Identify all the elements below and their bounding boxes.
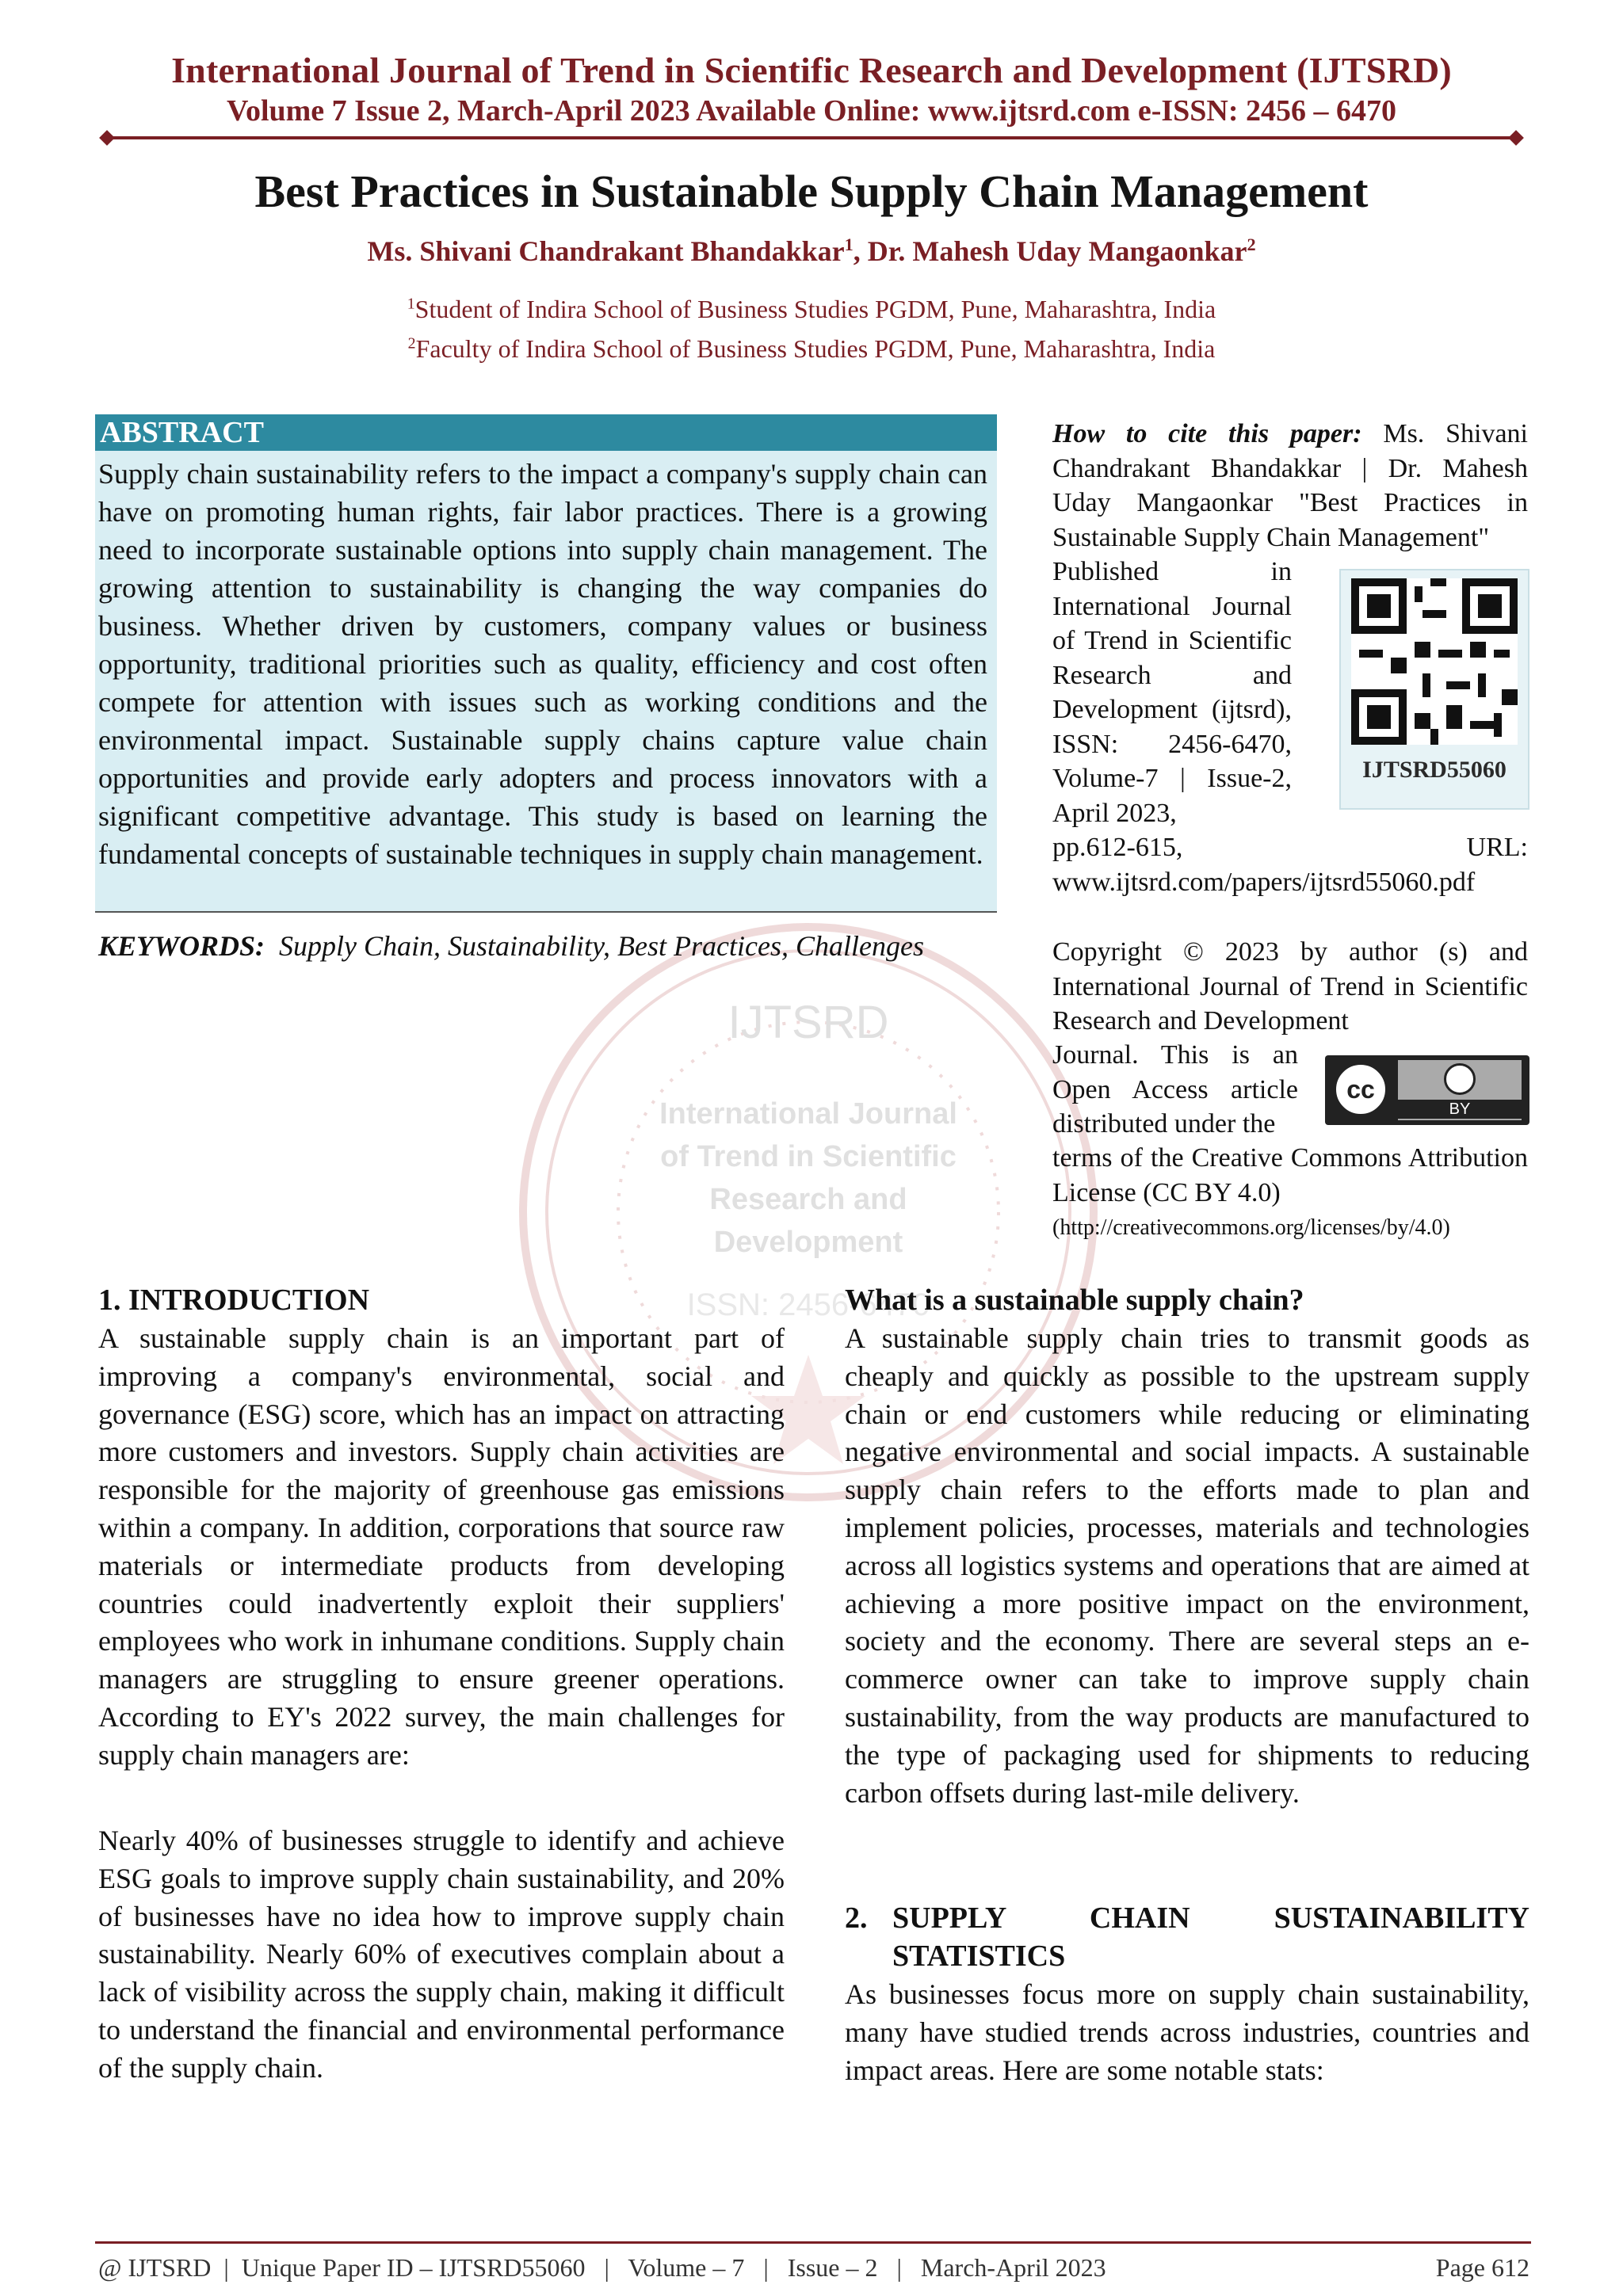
keywords bbox=[98, 927, 997, 965]
license-url[interactable]: (http://creativecommons.org/licenses/by/4.0) bbox=[1052, 1215, 1450, 1240]
affiliation-2: $^2$Faculty of Indira School of Business Studies PGDM, Pune, Maharashtra, India bbox=[407, 334, 1216, 363]
paper-title: Best Practices in Sustainable Supply Chain Management bbox=[254, 166, 1369, 217]
abstract-heading: ABSTRACT bbox=[95, 414, 997, 451]
cc-by-label: BY bbox=[1398, 1100, 1522, 1119]
copyright-open-access: Journal. This is an Open Access article distributed under the bbox=[1052, 1040, 1298, 1138]
author-1: Ms. Shivani Chandrakant Bhandakkar bbox=[367, 235, 845, 267]
intro-paragraph-1: A sustainable supply chain is an important part of improving a company's environmental, social and governance (ESG) score, which has an impact on attracting more customers and investors. Supply chain activities are responsible for the majority of greenhouse gas emissions within a company. In addition, corporations that source raw materials or intermediate products from developing countries could inadvertently exploit their suppliers' employees who work in inhumane conditions. Supply chain managers are struggling to ensure greener operations. According to EY's 2022 survey, the main challenges for supply chain managers are: bbox=[98, 1322, 785, 1771]
abstract-text: Supply chain sustainability refers to the impact a company's supply chain can have on promoting human rights, fair labor practices. There is a growing need to incorporate sustainable options into supply chain management. The growing attention to sustainability is changing the way companies do business. Whether driven by customers, company values or business opportunity, traditional priorities such as quality, efficiency and cost often compete for attention with issues such as working conditions and the environmental impact. Sustainable supply chains capture value chain opportunities and provide early adopters and process innovators with a significant competitive advantage. This study is based on learning the fundamental concepts of sustainable techniques in supply chain management. bbox=[98, 458, 987, 870]
section-2-number: 2. bbox=[845, 1901, 868, 1935]
author-1-sup: 1 bbox=[844, 235, 854, 254]
copyright-license-terms: terms of the Creative Commons Attribution License (CC BY 4.0) bbox=[1052, 1143, 1528, 1207]
svg-text:Development: Development bbox=[713, 1226, 903, 1259]
section-1-heading: 1. INTRODUCTION bbox=[98, 1283, 370, 1317]
journal-title: International Journal of Trend in Scientific Research and Development (IJTSRD) bbox=[171, 50, 1452, 90]
svg-text:of Trend in Scientific: of Trend in Scientific bbox=[660, 1140, 957, 1173]
keywords-label: KEYWORDS: bbox=[98, 930, 265, 962]
svg-text:IJTSRD: IJTSRD bbox=[727, 997, 889, 1048]
footer bbox=[98, 2253, 1529, 2283]
copyright-text: Copyright © 2023 by author (s) and International Journal of Trend in Scientific Research and Development bbox=[1052, 937, 1528, 1035]
author-2: Dr. Mahesh Uday Mangaonkar bbox=[867, 235, 1247, 267]
svg-text:International Journal: International Journal bbox=[659, 1097, 957, 1131]
section-2-heading-line2: STATISTICS bbox=[892, 1939, 1066, 1973]
header-rule-left-diamond bbox=[99, 130, 115, 146]
citation-url[interactable]: www.ijtsrd.com/papers/ijtsrd55060.pdf bbox=[1052, 868, 1476, 897]
footer-rule bbox=[95, 2241, 1531, 2244]
journal-issue-line: Volume 7 Issue 2, March-April 2023 Available Online: www.ijtsrd.com e-ISSN: 2456 – 6470 bbox=[226, 94, 1397, 128]
page-number: Page 612 bbox=[1435, 2253, 1529, 2282]
citation-details: Published in International Journal of Trend in Scientific Research and Development (ijtsrd), ISSN: 2456-6470, Volume-7 | Issue-2, April 2023, bbox=[1052, 557, 1292, 828]
footer-info: @ IJTSRD | Unique Paper ID – IJTSRD55060 | Volume – 7 | Issue – 2 | March-April 2023 bbox=[98, 2253, 1106, 2282]
svg-text:Research and: Research and bbox=[709, 1183, 907, 1216]
citation-intro: How to cite this paper: Ms. Shivani Chandrakant Bhandakkar | Dr. Mahesh Uday Mangaonkar "Best Practices in Sustainable Supply Chain Management" bbox=[1052, 419, 1529, 552]
intro-paragraph-2: Nearly 40% of businesses struggle to identify and achieve ESG goals to improve supply chain sustainability, and 20% of businesses have no idea how to improve supply chain sustainability. Nearly 60% of executives complain about a lack of visibility across the supply chain, making it difficult to understand the financial and environmental performance of the supply chain. bbox=[98, 1825, 785, 2084]
cc-icon: cc bbox=[1333, 1062, 1388, 1117]
citation-label: How to cite this paper: bbox=[1052, 419, 1362, 448]
subsection-heading-what-is: What is a sustainable supply chain? bbox=[845, 1283, 1304, 1317]
author-2-sup: 2 bbox=[1247, 235, 1256, 254]
keywords-text: Supply Chain, Sustainability, Best Practices, Challenges bbox=[279, 930, 924, 962]
stats-paragraph: As businesses focus more on supply chain sustainability, many have studied trends across industries, countries and impact areas. Here are some notable stats: bbox=[845, 1978, 1529, 2086]
attribution-icon bbox=[1444, 1063, 1476, 1095]
cc-by-badge bbox=[1325, 1055, 1529, 1125]
what-paragraph: A sustainable supply chain tries to transmit goods as cheaply and quickly as possible to the upstream supply chain or end customers while reducing or eliminating negative environmental and social impacts. A sustainable supply chain refers to the efforts made to plan and implement policies, processes, materials and technologies across all logistics systems and operations that are aimed at achieving a more positive impact on the environment, society and the economy. There are several steps an e-commerce owner can take to improve supply chain sustainability, from the way products are manufactured to the type of packaging used for shipments to reducing carbon offsets during last-mile delivery. bbox=[845, 1322, 1529, 1809]
svg-text:ISSN: 2456-6470: ISSN: 2456-6470 bbox=[686, 1287, 930, 1322]
citation-pages: pp.612-615, URL: bbox=[1052, 833, 1528, 862]
qr-paper-id: IJTSRD55060 bbox=[1362, 757, 1507, 783]
qr-code-icon bbox=[1351, 578, 1518, 745]
affiliation-1: $^1$Student of Indira School of Business Studies PGDM, Pune, Maharashtra, India bbox=[407, 295, 1216, 323]
header-rule bbox=[108, 136, 1515, 139]
abstract-bottom-rule bbox=[95, 911, 997, 913]
header-rule-right-diamond bbox=[1508, 130, 1524, 146]
authors: Ms. Shivani Chandrakant Bhandakkar$^1$, Dr. Mahesh Uday Mangaonkar$^2$ bbox=[367, 235, 1256, 267]
section-2-heading-line1: SUPPLY CHAIN SUSTAINABILITY bbox=[892, 1901, 1529, 1935]
